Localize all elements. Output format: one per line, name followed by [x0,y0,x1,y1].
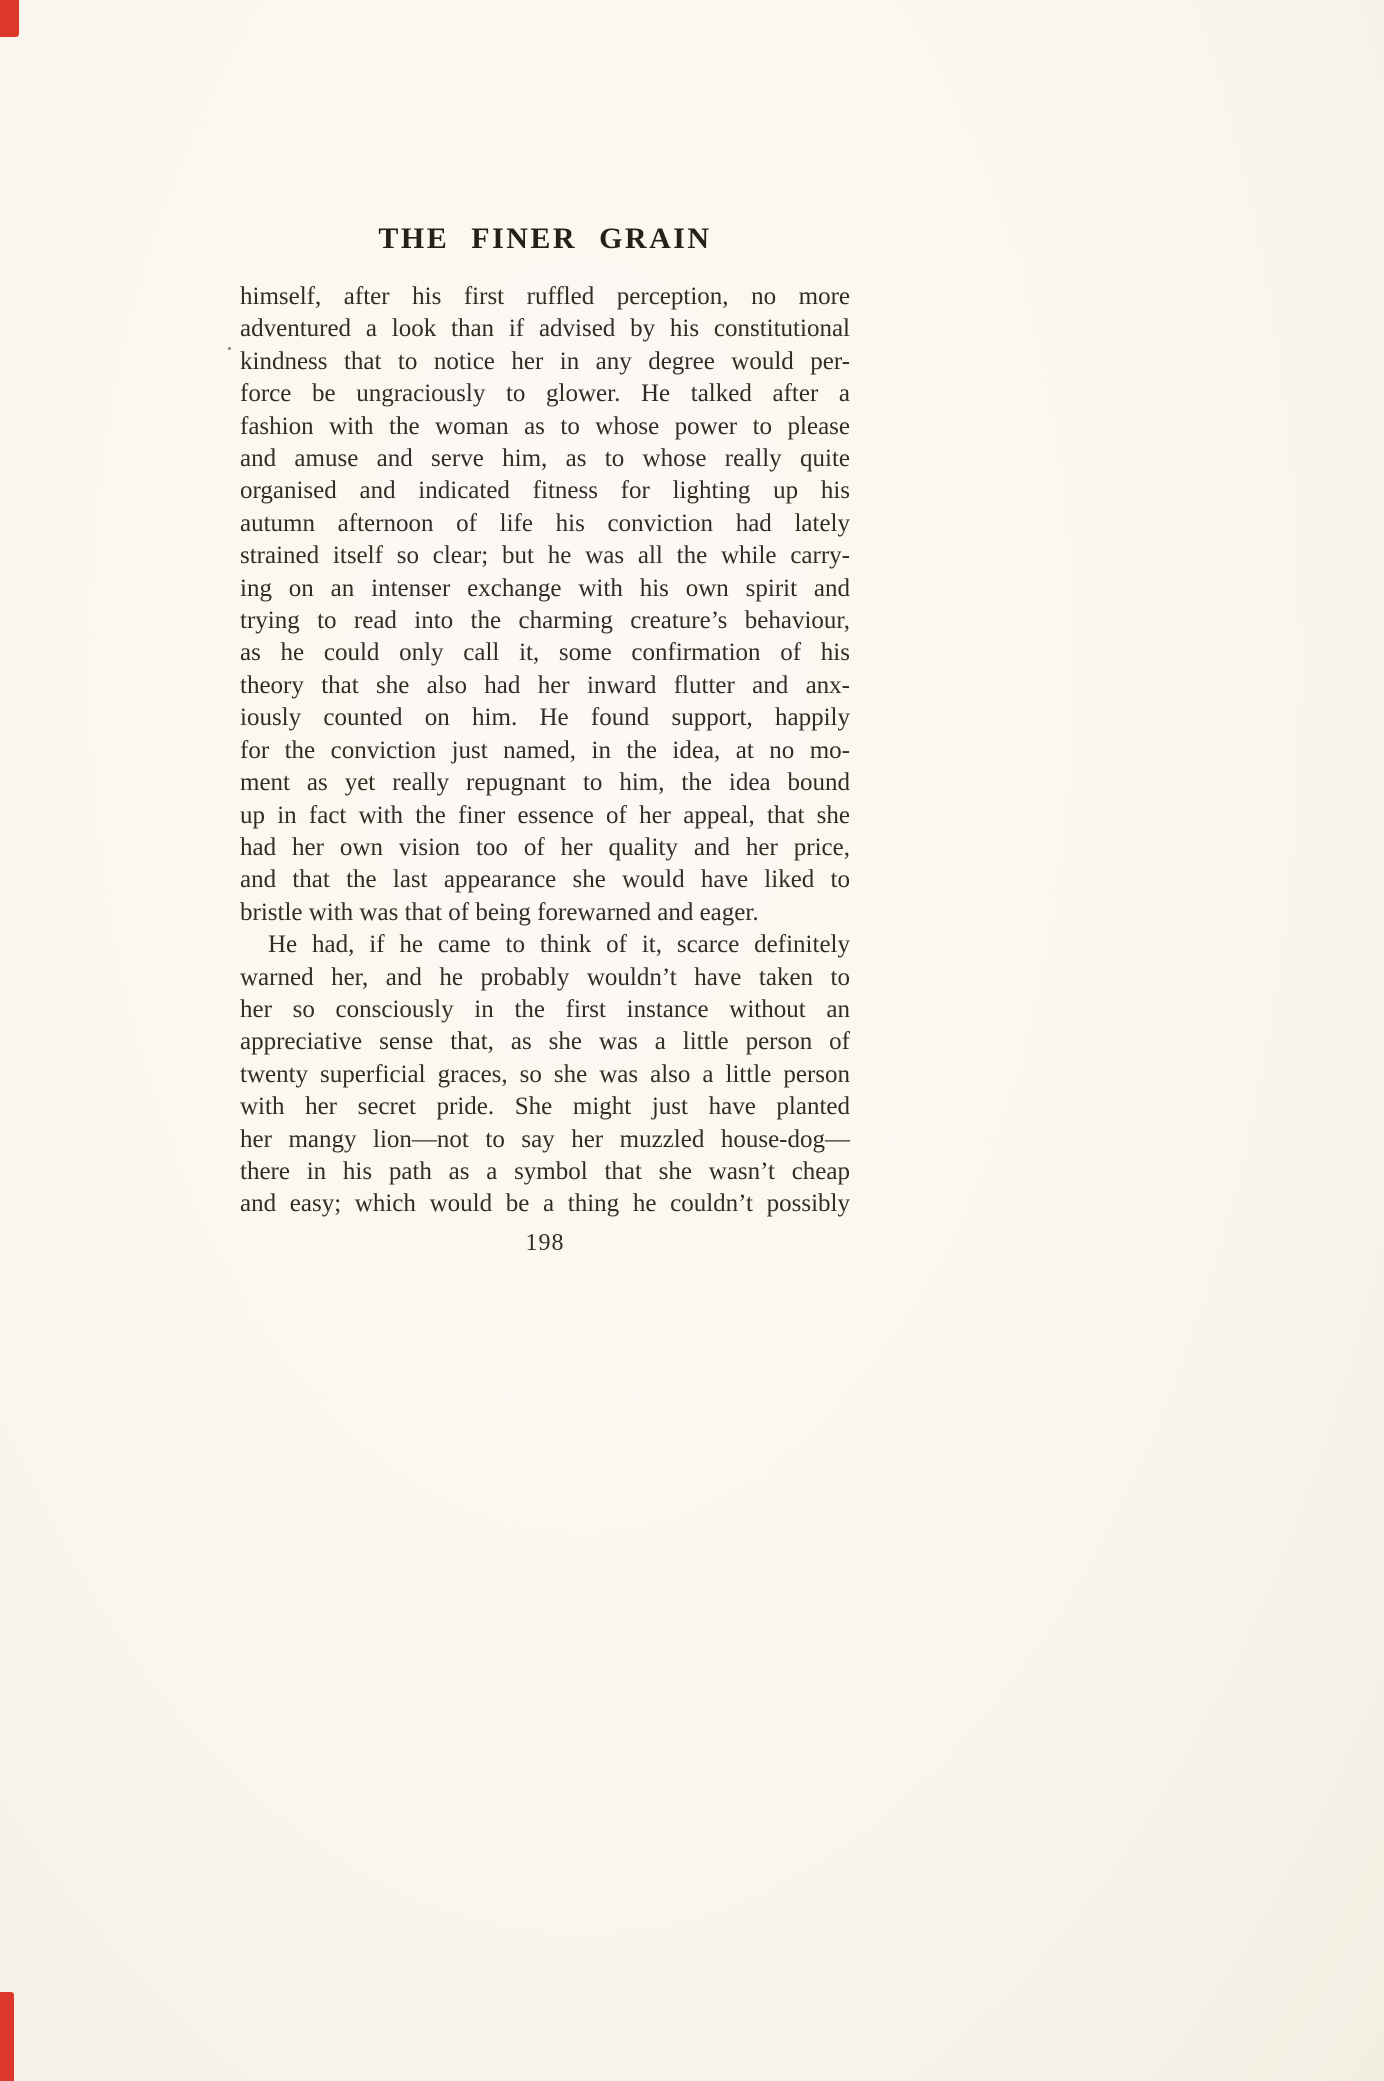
paragraph [240,281,850,929]
text-line: appreciative sense that, as she was a little person of [240,1028,850,1056]
text-line: fashion with the woman as to whose power to please [240,412,850,440]
text-line: iously counted on him. He found support, happily [240,704,850,732]
text-line: up in fact with the finer essence of her appeal, that she [240,801,850,829]
text-line: autumn afternoon of life his conviction had lately [240,509,850,537]
text-line: there in his path as a symbol that she wasn’t cheap [240,1157,850,1185]
text-line: ing on an intenser exchange with his own spirit and [240,574,850,602]
text-line: her mangy lion—not to say her muzzled house-dog— [240,1125,850,1153]
text-line: He had, if he came to think of it, scarce definitely [268,931,850,959]
text-line: organised and indicated fitness for lighting up his [240,477,850,505]
text-line: warned her, and he probably wouldn’t have taken to [240,963,850,991]
paragraph [240,929,850,1221]
text-line: had her own vision too of her quality and her price, [240,833,850,861]
text-line: himself, after his first ruffled perception, no more [240,283,850,310]
text-line: with her secret pride. She might just have planted [240,1093,850,1121]
scan-artifact-bottom-left [0,1992,14,2081]
text-line: and amuse and serve him, as to whose really quite [240,445,850,473]
text-line: twenty superficial graces, so she was also a little person [240,1060,850,1088]
text-line: strained itself so clear; but he was all the while carry- [240,542,850,570]
text-line: force be ungraciously to glower. He talked after a [240,380,850,408]
page-number: 198 [525,1230,565,1256]
text-line: kindness that to notice her in any degree would per- [240,347,850,375]
text-line: her so consciously in the first instance without an [240,995,850,1023]
scan-artifact-top-left [0,0,19,37]
text-line: adventured a look than if advised by his constitutional [240,315,850,343]
text-line: ment as yet really repugnant to him, the idea bound [240,769,850,797]
text-line: for the conviction just named, in the idea, at no mo- [240,736,850,764]
running-head: THE FINER GRAIN [378,222,712,255]
text-line: as he could only call it, some confirmation of his [240,639,850,667]
ink-speck [228,347,231,350]
text-line: and that the last appearance she would have liked to [240,866,850,894]
body-text [240,281,850,1221]
text-line: bristle with was that of being forewarned and eager. [240,898,759,926]
text-line: theory that she also had her inward flutter and anx- [240,671,850,699]
text-line: trying to read into the charming creature’s behaviour, [240,607,850,635]
text-line: and easy; which would be a thing he couldn’t possibly [240,1190,850,1218]
